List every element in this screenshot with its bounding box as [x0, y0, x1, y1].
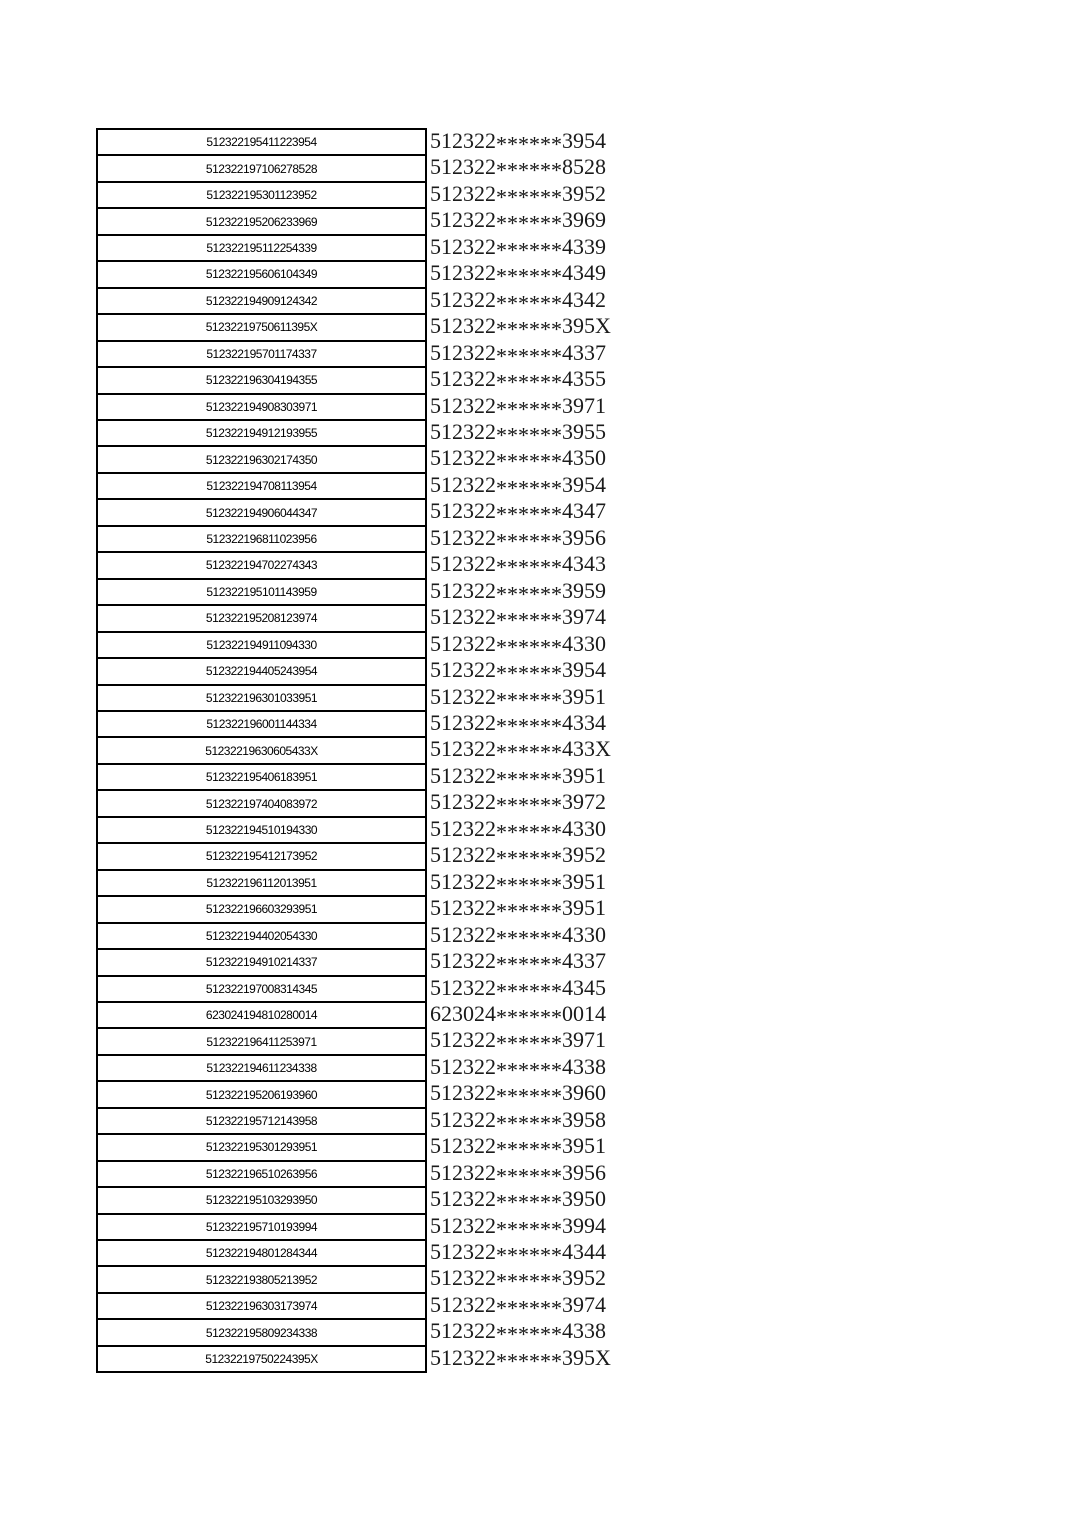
- full-id-cell[interactable]: 512322195406183951: [98, 763, 425, 789]
- masked-id-cell[interactable]: 512322******3959: [430, 577, 606, 607]
- full-id-cell[interactable]: 51232219750611395X: [98, 313, 425, 339]
- masked-id-cell[interactable]: 512322******4342: [430, 286, 606, 316]
- full-id-cell[interactable]: 623024194810280014: [98, 1001, 425, 1027]
- masked-id-cell[interactable]: 623024******0014: [430, 1000, 606, 1030]
- full-id-cell[interactable]: 512322194708113954: [98, 472, 425, 498]
- mask-asterisks: ******: [496, 607, 562, 633]
- masked-id-cell[interactable]: 512322******4330: [430, 630, 606, 660]
- masked-id-cell[interactable]: 512322******3960: [430, 1080, 606, 1109]
- masked-id-cell[interactable]: 512322******3954: [430, 471, 606, 501]
- full-id-cell[interactable]: 512322195809234338: [98, 1318, 425, 1344]
- masked-id-cell[interactable]: 512322******4330: [430, 921, 606, 951]
- mask-asterisks: ******: [496, 687, 562, 713]
- full-id-cell[interactable]: 512322196112013951: [98, 869, 425, 895]
- mask-asterisks: ******: [496, 581, 562, 607]
- mask-asterisks: ******: [496, 1004, 562, 1030]
- full-id-cell[interactable]: 512322196510263956: [98, 1160, 425, 1186]
- full-id-cell[interactable]: 512322195710193994: [98, 1213, 425, 1239]
- masked-id-cell[interactable]: 512322******3950: [430, 1186, 606, 1215]
- full-id-cell[interactable]: 512322196811023956: [98, 525, 425, 551]
- masked-id-cell[interactable]: 512322******4339: [430, 233, 606, 263]
- mask-asterisks: ******: [496, 448, 562, 474]
- mask-asterisks: ******: [496, 792, 562, 818]
- masked-id-cell[interactable]: 512322******4337: [430, 339, 606, 369]
- masked-id-cell[interactable]: 512322******3951: [430, 868, 606, 898]
- mask-asterisks: ******: [496, 898, 562, 924]
- masked-id-cell[interactable]: 512322******3971: [430, 1027, 606, 1056]
- masked-id-cell[interactable]: 512322******3952: [430, 842, 606, 871]
- masked-id-cell[interactable]: 512322******3951: [430, 762, 606, 792]
- masked-id-cell[interactable]: 512322******4345: [430, 974, 606, 1003]
- masked-id-cell[interactable]: 512322******3971: [430, 392, 606, 422]
- masked-id-cell[interactable]: 512322******3954: [430, 128, 606, 157]
- mask-asterisks: ******: [496, 1136, 562, 1162]
- full-id-cell[interactable]: 512322194801284344: [98, 1239, 425, 1265]
- full-id-cell[interactable]: 512322195206233969: [98, 207, 425, 233]
- masked-id-cell[interactable]: 512322******4350: [430, 445, 606, 474]
- full-id-cell[interactable]: 512322195103293950: [98, 1186, 425, 1212]
- masked-id-cell[interactable]: 512322******395X: [430, 1344, 611, 1374]
- full-id-cell[interactable]: 512322197106278528: [98, 154, 425, 180]
- full-id-cell[interactable]: 512322196304194355: [98, 366, 425, 392]
- masked-id-cell[interactable]: 512322******3954: [430, 657, 606, 686]
- full-id-cell[interactable]: 512322197404083972: [98, 789, 425, 815]
- full-id-table: [96, 128, 427, 1373]
- mask-asterisks: ******: [496, 343, 562, 369]
- mask-asterisks: ******: [496, 157, 562, 183]
- mask-asterisks: ******: [496, 1110, 562, 1136]
- full-id-cell[interactable]: 512322194910214337: [98, 948, 425, 974]
- full-id-cell[interactable]: 512322193805213952: [98, 1265, 425, 1291]
- full-id-cell[interactable]: 512322194405243954: [98, 657, 425, 683]
- mask-asterisks: ******: [496, 925, 562, 951]
- mask-asterisks: ******: [496, 1348, 562, 1374]
- full-id-cell[interactable]: 512322195206193960: [98, 1080, 425, 1106]
- mask-asterisks: ******: [496, 554, 562, 580]
- masked-id-cell[interactable]: 512322******3951: [430, 895, 606, 924]
- masked-id-column: [430, 128, 690, 1374]
- masked-id-cell[interactable]: 512322******4337: [430, 948, 606, 977]
- full-id-cell[interactable]: 512322196411253971: [98, 1027, 425, 1053]
- full-id-cell[interactable]: 512322194702274343: [98, 551, 425, 577]
- mask-asterisks: ******: [496, 263, 562, 289]
- mask-asterisks: ******: [496, 528, 562, 554]
- full-id-cell[interactable]: 512322196301033951: [98, 684, 425, 710]
- mask-asterisks: ******: [496, 1242, 562, 1268]
- mask-asterisks: ******: [496, 713, 562, 739]
- full-id-cell[interactable]: 512322195712143958: [98, 1107, 425, 1133]
- full-id-cell[interactable]: 512322194906044347: [98, 498, 425, 524]
- mask-asterisks: ******: [496, 1268, 562, 1294]
- full-id-cell[interactable]: 512322195411223954: [98, 128, 425, 154]
- masked-id-cell[interactable]: 512322******3952: [430, 180, 606, 210]
- mask-asterisks: ******: [496, 1083, 562, 1109]
- masked-id-cell[interactable]: 512322******4330: [430, 815, 606, 845]
- mask-asterisks: ******: [496, 634, 562, 660]
- full-id-cell[interactable]: 512322196001144334: [98, 710, 425, 736]
- full-id-cell[interactable]: 512322194402054330: [98, 922, 425, 948]
- masked-id-cell[interactable]: 512322******3958: [430, 1106, 606, 1136]
- masked-id-cell[interactable]: 512322******4355: [430, 366, 606, 395]
- mask-asterisks: ******: [496, 1163, 562, 1189]
- mask-asterisks: ******: [496, 819, 562, 845]
- full-id-cell[interactable]: 512322194911094330: [98, 631, 425, 657]
- mask-asterisks: ******: [496, 978, 562, 1003]
- masked-id-cell[interactable]: 512322******3952: [430, 1265, 606, 1294]
- masked-id-cell[interactable]: 512322******4347: [430, 498, 606, 527]
- full-id-cell[interactable]: 512322194611234338: [98, 1054, 425, 1080]
- full-id-cell[interactable]: 512322196603293951: [98, 895, 425, 921]
- full-id-cell[interactable]: 512322194908303971: [98, 393, 425, 419]
- masked-id-cell[interactable]: 512322******4344: [430, 1239, 606, 1268]
- mask-asterisks: ******: [496, 1321, 562, 1347]
- mask-asterisks: ******: [496, 422, 562, 448]
- masked-id-cell[interactable]: 512322******395X: [430, 313, 611, 342]
- masked-id-cell[interactable]: 512322******4343: [430, 551, 606, 580]
- mask-asterisks: ******: [496, 210, 562, 236]
- mask-asterisks: ******: [496, 237, 562, 263]
- masked-id-cell[interactable]: 512322******4338: [430, 1053, 606, 1083]
- full-id-cell[interactable]: 512322195112254339: [98, 234, 425, 260]
- mask-asterisks: ******: [496, 396, 562, 422]
- full-id-cell[interactable]: 512322196302174350: [98, 445, 425, 471]
- mask-asterisks: ******: [496, 766, 562, 792]
- mask-asterisks: ******: [496, 1295, 562, 1321]
- mask-asterisks: ******: [496, 1030, 562, 1056]
- full-id-cell[interactable]: 51232219630605433X: [98, 736, 425, 762]
- full-id-cell[interactable]: 512322195208123974: [98, 604, 425, 630]
- mask-asterisks: ******: [496, 1189, 562, 1215]
- masked-id-cell[interactable]: 512322******3974: [430, 1291, 606, 1321]
- full-id-cell[interactable]: 512322194510194330: [98, 816, 425, 842]
- masked-id-cell[interactable]: 512322******3951: [430, 683, 606, 713]
- mask-asterisks: ******: [496, 131, 562, 157]
- masked-id-cell[interactable]: 512322******3972: [430, 789, 606, 818]
- mask-asterisks: ******: [496, 951, 562, 977]
- full-id-cell[interactable]: 512322194909124342: [98, 287, 425, 313]
- full-id-cell[interactable]: 512322194912193955: [98, 419, 425, 445]
- mask-asterisks: ******: [496, 475, 562, 501]
- mask-asterisks: ******: [496, 501, 562, 527]
- full-id-cell[interactable]: 512322195301123952: [98, 181, 425, 207]
- masked-id-cell[interactable]: 512322******3955: [430, 418, 606, 448]
- masked-id-cell[interactable]: 512322******3956: [430, 524, 606, 554]
- masked-id-cell[interactable]: 512322******433X: [430, 736, 611, 765]
- masked-id-cell[interactable]: 512322******3956: [430, 1159, 606, 1189]
- full-id-cell[interactable]: 512322195701174337: [98, 340, 425, 366]
- masked-id-cell[interactable]: 512322******3951: [430, 1133, 606, 1162]
- mask-asterisks: ******: [496, 369, 562, 395]
- full-id-cell[interactable]: 51232219750224395X: [98, 1345, 425, 1371]
- mask-asterisks: ******: [496, 739, 562, 765]
- full-id-cell[interactable]: 512322195101143959: [98, 578, 425, 604]
- full-id-cell[interactable]: 512322196303173974: [98, 1292, 425, 1318]
- full-id-cell[interactable]: 512322197008314345: [98, 975, 425, 1001]
- masked-id-cell[interactable]: 512322******3969: [430, 207, 606, 236]
- mask-asterisks: ******: [496, 316, 562, 342]
- masked-id-cell[interactable]: 512322******4334: [430, 709, 606, 739]
- mask-asterisks: ******: [496, 290, 562, 316]
- masked-id-cell[interactable]: 512322******4349: [430, 260, 606, 289]
- full-id-cell[interactable]: 512322195606104349: [98, 260, 425, 286]
- mask-asterisks: ******: [496, 1216, 562, 1242]
- masked-id-cell[interactable]: 512322******3974: [430, 604, 606, 633]
- masked-id-cell[interactable]: 512322******8528: [430, 154, 606, 183]
- mask-asterisks: ******: [496, 1057, 562, 1083]
- full-id-cell[interactable]: 512322195412173952: [98, 842, 425, 868]
- mask-asterisks: ******: [496, 660, 562, 686]
- masked-id-cell[interactable]: 512322******3994: [430, 1212, 606, 1242]
- full-id-cell[interactable]: 512322195301293951: [98, 1133, 425, 1159]
- mask-asterisks: ******: [496, 872, 562, 898]
- mask-asterisks: ******: [496, 184, 562, 210]
- masked-id-cell[interactable]: 512322******4338: [430, 1318, 606, 1347]
- mask-asterisks: ******: [496, 845, 562, 871]
